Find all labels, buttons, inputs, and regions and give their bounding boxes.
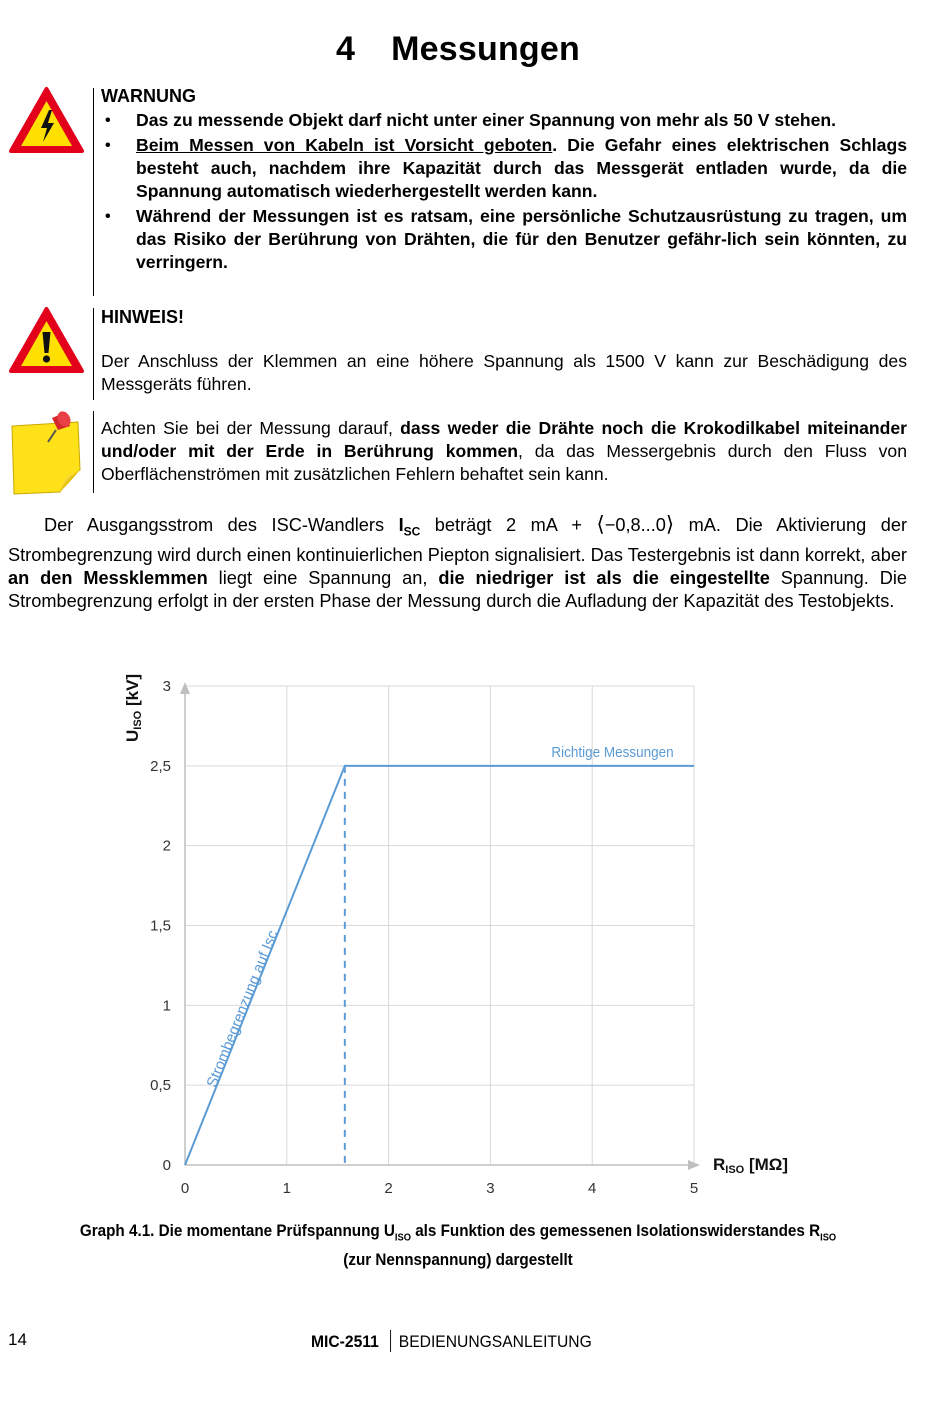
- y-axis-arrow: [180, 682, 190, 694]
- warning-item-text: Das zu messende Objekt darf nicht unter einer Spannung von mehr als 50 V stehen.: [136, 110, 837, 130]
- tip-text-part: , da das Messergebnis durch den Fluss von Oberflächenströmen mit zusätzlichen Fehlern behaftet sein kann.: [101, 441, 907, 484]
- warning-item: [101, 134, 907, 203]
- paragraph-text: mA. Die Aktivierung der Strombegrenzung wird durch einen kontinuierlichen Piepton signalisiert. Das Testergebnis ist dann korrekt, aber: [8, 515, 908, 565]
- y-axis-label: [123, 674, 144, 742]
- notice-text: Der Anschluss der Klemmen an eine höhere Spannung als 1500 V kann zur Beschädigung des Messgeräts führen.: [101, 351, 907, 394]
- voltage-resistance-chart: [0, 660, 950, 1210]
- tip-divider: [93, 411, 94, 493]
- graph-caption: [32, 1220, 884, 1272]
- footer-model: MIC-2511: [311, 1332, 379, 1351]
- caption-sub: ISO: [394, 1232, 411, 1244]
- warning-list: [101, 109, 907, 274]
- y-axis-label-unit: [kV]: [123, 673, 142, 711]
- page-number: 14: [8, 1330, 27, 1349]
- footer-separator: [391, 1330, 392, 1352]
- x-tick-label: 2: [384, 1180, 393, 1197]
- warning-item: [101, 205, 907, 274]
- y-tick-label: 1: [162, 997, 171, 1015]
- y-axis-label-main: U: [123, 729, 142, 742]
- footer-doc-info: [311, 1330, 592, 1352]
- notice-divider: [93, 308, 94, 400]
- caption-sub: ISO: [820, 1232, 837, 1244]
- y-tick-label: 3: [162, 678, 171, 695]
- annotation-correct-measurements: Richtige Messungen: [551, 744, 674, 762]
- x-tick-label: 3: [486, 1180, 495, 1197]
- isc-main: I: [398, 515, 404, 535]
- caption-text: Graph 4.1. Die momentane Prüfspannung U: [79, 1222, 395, 1240]
- annotation-current-limit: Strombegrenzung auf Isc: [203, 927, 282, 1090]
- section-title: Messungen: [391, 30, 580, 68]
- x-tick-label: 0: [180, 1180, 190, 1197]
- warning-box: [101, 86, 907, 276]
- paragraph-text: Der Ausgangsstrom des ISC-Wandlers: [44, 515, 399, 535]
- y-tick-label: 2: [162, 837, 171, 855]
- footer-doc-title: BEDIENUNGSANLEITUNG: [398, 1332, 592, 1351]
- body-paragraph: Der Ausgangsstrom des ISC-Wandlers $I_{SC}$ beträgt 2 mA + ⟨−0,8...0⟩ mA. Die Aktivierung der Strombegrenzung wird durch einen kontinuierlichen Piepton signalisiert. Das Testergebnis ist dann korrekt, aber an den Messklemmen liegt eine Spannung an, die niedriger ist als die eingestellte Spannung. Die Strombegrenzung erfolgt in der ersten Phase der Messung durch die Aufladung der Kapazität des Testobjekts.: [8, 513, 908, 611]
- notice-box: [101, 307, 907, 396]
- tip-text-part: Achten Sie bei der Messung darauf,: [101, 418, 401, 438]
- paragraph-text: Spannung. Die Strombegrenzung erfolgt in der ersten Phase der Messung durch die Aufladung der Kapazität des Testobjekts.: [8, 567, 907, 611]
- paragraph-text: liegt eine Spannung an,: [207, 567, 439, 588]
- high-voltage-warning-icon: [8, 86, 85, 154]
- x-axis-label-main: R: [713, 1155, 726, 1174]
- caption-text: als Funktion des gemessenen Isolationswiderstandes R: [410, 1222, 821, 1240]
- y-tick-label: 0: [162, 1157, 171, 1174]
- page-title: [0, 30, 916, 69]
- sticky-note-icon: [8, 408, 86, 496]
- y-axis-label-sub: ISO: [132, 710, 144, 730]
- x-axis-label-sub: ISO: [725, 1164, 745, 1176]
- isc-sub: SC: [403, 524, 421, 539]
- exclamation-warning-icon: [8, 306, 85, 374]
- y-tick-label: 0,5: [150, 1077, 171, 1095]
- x-tick-label: 1: [282, 1180, 291, 1197]
- x-tick-label: 5: [689, 1180, 699, 1197]
- section-number: 4: [336, 30, 356, 68]
- warning-item-text: . Die Gefahr eines elektrischen Schlags besteht auch, nachdem ihre Kapazität durch das Messgerät entladen wurde, da die Spannung automatisch wiederhergestellt werden kann.: [136, 135, 907, 201]
- tolerance-value: −0,8...0: [604, 515, 666, 535]
- caption-line-2: (zur Nennspannung) dargestellt: [343, 1251, 573, 1270]
- notice-label: HINWEIS!: [101, 307, 184, 327]
- warning-item-text: Während der Messungen ist es ratsam, eine persönliche Schutzausrüstung zu tragen, um das Risiko der Berührung von Drähten, die für den Benutzer gefähr-lich sein könnten, zu verringern.: [136, 206, 907, 272]
- x-axis-label: [713, 1155, 788, 1176]
- paragraph-bold: an den Messklemmen: [8, 567, 208, 588]
- x-axis-label-unit: [MΩ]: [744, 1155, 789, 1174]
- tip-text-bold: dass weder die Drähte noch die Krokodilkabel miteinander und/oder mit der Erde in Berührung kommen: [101, 418, 907, 461]
- y-tick-label: 2,5: [150, 757, 171, 775]
- warning-divider: [93, 88, 94, 296]
- warning-label: WARNUNG: [101, 86, 196, 106]
- x-tick-label: 4: [588, 1180, 597, 1197]
- warning-item: [101, 109, 907, 132]
- paragraph-text: beträgt 2 mA +: [420, 515, 597, 535]
- caption-line-1: [32, 1220, 884, 1249]
- isc-symbol: [398, 515, 421, 539]
- paragraph-bold: die niedriger ist als die eingestellte: [438, 567, 770, 588]
- warning-item-underlined: Beim Messen von Kabeln ist Vorsicht geboten: [136, 135, 553, 155]
- tip-text: [101, 417, 907, 486]
- y-tick-label: 1,5: [150, 917, 171, 935]
